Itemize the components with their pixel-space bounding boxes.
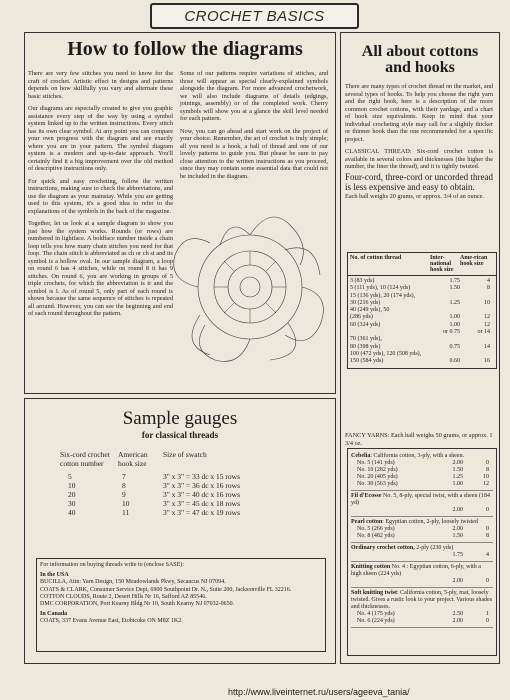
cell xyxy=(430,351,460,358)
column-header: Six-cord crochet cotton number xyxy=(60,450,110,468)
cell xyxy=(351,507,433,514)
paragraph: There are many types of crochet thread on the market, and several types of hooks. To help you choose the right yarn and the right hook, here is a description of the more common crochet cottons, with their yardage, and a chart of hook size equivalents. Keep in mind that your individual crocheting style may call for a slightly thicker or thinner hook than the one recommended for a specific project. xyxy=(345,83,493,143)
diagrams-column-1 xyxy=(28,70,173,323)
table-row xyxy=(350,358,494,365)
table-row xyxy=(350,322,494,329)
cell: 15 (136 yds), 20 (174 yds), xyxy=(350,292,416,299)
cell: 100 (472 yds), 120 (508 yds), xyxy=(350,350,422,357)
cell xyxy=(460,351,490,358)
yarn-entry xyxy=(351,491,493,517)
cell: 40 xyxy=(68,508,76,517)
cell: 1.50 xyxy=(452,533,463,539)
usa-heading: In the USA xyxy=(40,572,69,579)
cell: 150 (584 yds) xyxy=(350,358,384,365)
fancy-yarns-note: FANCY YARNS: Each ball weighs 50 grams, or approx. 1 3/4 oz. xyxy=(345,432,493,447)
cell xyxy=(351,552,433,559)
paragraph: Some of our patterns require variations of stitches, and those will appear as special clearly-explained symbols alongside the diagram. For more advanced crochetwork, we will also include diagrams of details (edgings, joinings, assembly) or of the completed work. Cherry symbols will show you at a glance the skill level needed for each pattern. xyxy=(180,70,328,122)
yarn-desc: : Egyptian cotton, 2-ply, loosely twisted xyxy=(382,519,478,525)
yarn-heading xyxy=(351,590,493,611)
table-row xyxy=(350,314,494,321)
cell: 10 xyxy=(122,499,130,508)
yarn-list xyxy=(348,449,496,630)
cell: 3" x 3" = 33 dc x 15 rows xyxy=(163,472,241,481)
cell: 20 xyxy=(68,490,76,499)
cell: 9 xyxy=(122,490,126,499)
yarn-entry xyxy=(351,543,493,562)
cell: No. 5 (141 yds) xyxy=(357,460,395,466)
usa-line: DMC CORPORATION, Port Kearny Bldg Nr 10, South Kearny NJ 07032-0650. xyxy=(40,601,235,608)
cell xyxy=(351,578,433,585)
cell: 1.25 xyxy=(452,474,463,480)
canada-heading: In Canada xyxy=(40,611,68,618)
cell: or 14 xyxy=(477,329,490,336)
cell: 10 xyxy=(68,481,76,490)
table-header xyxy=(348,253,496,276)
paragraph: Now, you can go ahead and start work on the project of your choice. Remember, the art of crochet is truly simple; all you need is a hook, a ball of thread and one of our lovely patterns to guide you. But please be sure to pay close attention to the written instructions as you proceed, since they may contain some essential data that could not be included in the diagram. xyxy=(180,127,328,180)
table-row xyxy=(350,344,494,351)
cell: 1.00 xyxy=(449,314,460,321)
cell: or 0.75 xyxy=(443,329,460,336)
yarn-desc: 2-ply (230 yds) xyxy=(414,545,454,551)
yarn-desc: No. 5, 8-ply, special twist, with a sheen (184 yd) xyxy=(351,493,490,506)
table-row xyxy=(351,526,493,533)
yarn-entry xyxy=(351,517,493,543)
paragraph: Four-cord, three-cord or uncorded thread is less expensive and easy to obtain. xyxy=(345,171,493,192)
cell: 70 (361 yds), xyxy=(350,336,382,343)
crochet-diagram-illustration xyxy=(160,195,335,375)
cell: 2.50 xyxy=(452,611,463,617)
section-header xyxy=(150,3,359,29)
cell: 0 xyxy=(486,578,489,584)
cell: 1.50 xyxy=(452,467,463,473)
cell: 5 xyxy=(68,472,72,481)
cell: 1 xyxy=(486,611,489,617)
usa-line: BUCILLA, Attn: Yarn Design, 150 Meadowlands Pkwy, Secaucus NJ 07094. xyxy=(40,579,226,586)
cell: 0 xyxy=(486,460,489,466)
cell: 2.00 xyxy=(452,460,463,466)
cell: No. 8 (482 yds) xyxy=(357,533,395,539)
cell xyxy=(460,293,490,300)
yarn-name: Pearl cotton xyxy=(351,519,383,525)
cell: 7 xyxy=(122,472,126,481)
table-body xyxy=(60,472,320,517)
paragraph: Our diagrams are especially created to give you graphic assistance every step of the way by using a symbol system linked up to the written instructions. Every stitch has its own clear symbol. At any point you can compare your own progress with the diagram and see exactly where you are in your pattern. The symbol diagram system is a modern and up-to-date approach. You'll certainly find it a big improvement over the old method of descriptive instructions only. xyxy=(28,105,173,172)
cell: 0.60 xyxy=(449,358,460,365)
table-row xyxy=(60,472,320,481)
yarn-name: Fil d'Ecosse xyxy=(351,493,382,499)
cell: No. 10 (282 yds) xyxy=(357,467,398,473)
cottons-text xyxy=(345,83,493,205)
cell: 10 xyxy=(484,299,490,306)
column-header: American hook size xyxy=(118,450,148,468)
paragraph: Together, let us look at a sample diagram to show you just how the system works. Rounds (or rows) are numbered in lightface. A boldface number inside a chain loop tells you how many chain stitches you need for that loop. The chain stitch is abbreviated as ch or ch st and its symbol is a hollow oval. In our sample diagram, a loop on round 6 has 4 stitches, while on round 8 it has 9 stitches. On round 6, you are working in groups of 5 triple crochets, for which the abbreviation is tr and the symbol is I. As of round 5, only part of each round is shown because the same sequence of stitches is repeated all around. However, you can see the beginning and end of each round throughout the pattern. xyxy=(28,220,173,317)
column-header: No. of cotton thread xyxy=(350,255,402,261)
cell: 12 xyxy=(483,481,489,487)
table-row xyxy=(351,481,493,488)
cell: 12 xyxy=(484,321,490,328)
cell: 3" x 3" = 40 dc x 16 rows xyxy=(163,490,241,499)
cell: No. 5 (266 yds) xyxy=(357,526,395,532)
cell: 8 xyxy=(486,533,489,539)
cell: 1.25 xyxy=(449,299,460,306)
cell: 10 xyxy=(483,474,489,480)
cell: 1.75 xyxy=(449,278,460,284)
table-header xyxy=(60,450,320,468)
yarn-desc: No. 4 : Egyptian cotton, 6-ply, with a high sheen (224 yds) xyxy=(351,564,481,577)
table-row xyxy=(350,285,494,292)
cell: 1.50 xyxy=(449,285,460,292)
cell: 40 (249 yds), 50 xyxy=(350,307,390,314)
cell: 0.75 xyxy=(449,343,460,350)
column-header: Size of swatch xyxy=(163,450,207,459)
cell: 16 xyxy=(484,358,490,365)
column-header: Inter-national hook size xyxy=(430,255,454,273)
cell: 60 (324 yds) xyxy=(350,321,381,328)
table-row xyxy=(351,460,493,467)
fancy-yarns-table xyxy=(347,448,497,656)
cell: 8 xyxy=(487,285,490,292)
canada-line: COATS, 337 Evans Avenue East, Etobicoke ON M8Z 1K2. xyxy=(40,618,183,625)
cell xyxy=(460,307,490,314)
table-body xyxy=(348,276,496,368)
cell xyxy=(430,307,460,314)
yarn-name: Cebelia xyxy=(351,453,371,459)
table-row xyxy=(350,293,494,300)
table-row xyxy=(60,481,320,490)
cell: 3 (83 yds) xyxy=(350,278,375,284)
table-row xyxy=(350,336,494,343)
cell: 8 xyxy=(486,467,489,473)
cell: 3" x 3" = 36 dc x 16 rows xyxy=(163,481,241,490)
cell xyxy=(430,293,460,300)
paragraph: CLASSICAL THREAD: Six-cord crochet cotton is available in several colors and thicknesses (the higher the number, the finer the thread), and it is tightly twisted. xyxy=(345,148,493,170)
column-header: Ame-rican hook size xyxy=(460,255,488,267)
cell: No. 4 (175 yds) xyxy=(357,611,395,617)
table-row xyxy=(60,499,320,508)
yarn-desc: : California cotton, 5-ply, mat, loosely twisted. Gives a rustic look to your project. Various shades and thicknesses. xyxy=(351,590,493,610)
yarn-name: Ordinary crochet cotton, xyxy=(351,545,415,551)
table-row xyxy=(351,474,493,481)
supplier-info xyxy=(36,558,326,652)
gauge-table xyxy=(60,450,320,517)
yarn-name: Soft knitting twist xyxy=(351,590,398,596)
cell: 8 xyxy=(122,481,126,490)
yarn-heading xyxy=(351,519,493,526)
yarn-heading xyxy=(351,545,493,552)
cell: (286 yds) xyxy=(350,314,373,321)
cell: 11 xyxy=(122,508,130,517)
gauges-title: Sample gauges xyxy=(122,408,238,429)
cell: 1.00 xyxy=(449,321,460,328)
yarn-name: Knitting cotton xyxy=(351,564,391,570)
cell: 80 (398 yds) xyxy=(350,343,381,350)
source-url[interactable]: http://www.liveinternet.ru/users/ageeva_tania/ xyxy=(228,687,410,697)
table-row xyxy=(351,618,493,625)
cell: No. 6 (224 yds) xyxy=(357,618,395,624)
table-row xyxy=(351,467,493,474)
cell: 4 xyxy=(486,552,489,558)
hook-size-table xyxy=(347,252,497,369)
cell: 1.75 xyxy=(452,552,463,558)
yarn-desc: : California cotton, 3-ply, with a sheen. xyxy=(370,453,465,459)
cell xyxy=(460,336,490,343)
table-row xyxy=(351,611,493,618)
cell: 2.00 xyxy=(452,618,463,624)
cell: 2.00 xyxy=(452,526,463,532)
table-row xyxy=(351,533,493,540)
yarn-entry xyxy=(351,451,493,491)
cell: 3" x 3" = 47 dc x 19 rows xyxy=(163,508,241,517)
cell: 2.00 xyxy=(452,578,463,584)
paragraph: For quick and easy crocheting, follow the written instructions, making sure to check the abbreviations, and use the diagram as your mainstay. While you are getting used to this system, it's a good idea to refer to the explanations of the symbols in the back of the magazine. xyxy=(28,177,173,215)
cell: 4 xyxy=(487,278,490,284)
cell: 5 (111 yds), 10 (124 yds) xyxy=(350,285,411,292)
usa-line: COTTON CLOUDS, Route 2, Desert Hills Nr 16, Safford AZ 85546. xyxy=(40,593,207,600)
table-row xyxy=(351,578,493,585)
yarn-entry xyxy=(351,588,493,628)
yarn-entry xyxy=(351,562,493,588)
cell: 1.00 xyxy=(452,481,463,487)
diagrams-title: How to follow the diagrams xyxy=(67,38,303,60)
cell: 0 xyxy=(486,507,489,513)
diagrams-column-2 xyxy=(180,70,328,185)
table-row xyxy=(351,507,493,514)
cell: 12 xyxy=(484,314,490,321)
table-row xyxy=(351,552,493,559)
yarn-heading xyxy=(351,564,493,578)
cell: 3" x 3" = 45 dc x 18 rows xyxy=(163,499,241,508)
cell: 0 xyxy=(486,526,489,532)
table-row xyxy=(60,490,320,499)
paragraph: There are very few stitches you need to know for the craft of crochet. Artistic effect in designs and patterns depends on how skillfully you vary and alternate these basic stitches. xyxy=(28,70,173,100)
yarn-heading xyxy=(351,493,493,507)
table-row xyxy=(60,508,320,517)
cell: 2.00 xyxy=(452,507,463,513)
cell: 30 (216 yds) xyxy=(350,299,381,306)
cell: No. 30 (563 yds) xyxy=(357,481,398,487)
gauges-subtitle: for classical threads xyxy=(141,430,219,440)
yarn-heading xyxy=(351,453,493,460)
cell: 30 xyxy=(68,499,76,508)
section-title: CROCHET BASICS xyxy=(184,7,325,25)
usa-line: COATS & CLARK, Consumer Service Dept, 6900 Southpoint Dr. N., Suite 200, Jacksonville FL 32216. xyxy=(40,586,292,593)
info-intro: For information on buying threads write to (enclose SASE): xyxy=(40,562,184,568)
cell: 0 xyxy=(486,618,489,624)
cottons-title: All about cottons and hooks xyxy=(361,43,479,76)
cell xyxy=(430,336,460,343)
paragraph: Each ball weighs 20 grams, or approx. 3/4 of an ounce. xyxy=(345,192,485,200)
cell: 14 xyxy=(484,343,490,350)
cell: No. 20 (405 yds) xyxy=(357,474,398,480)
